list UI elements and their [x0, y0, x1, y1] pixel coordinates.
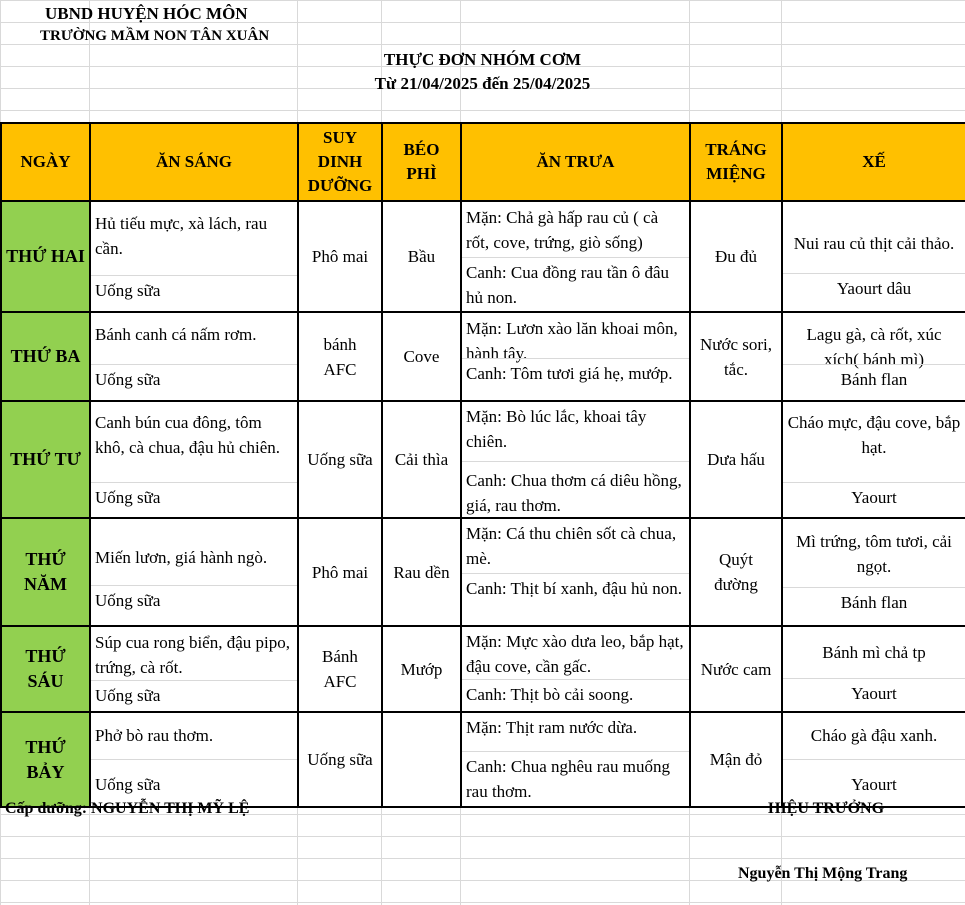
- lunch-main: Mặn: Mực xào dưa leo, bắp hạt, đậu cove, cần gấc.: [466, 632, 684, 676]
- lunch-main: Mặn: Lươn xào lăn khoai môn, hành tây.: [466, 318, 678, 363]
- breakfast-drink: Uống sữa: [91, 275, 297, 305]
- lunch-cell: [461, 626, 690, 712]
- snack-main: Mì trứng, tôm tươi, cải ngọt.: [796, 532, 952, 576]
- day-cell: THỨ BA: [1, 312, 90, 401]
- table-row: [1, 201, 965, 312]
- dessert-cell: Dưa hấu: [690, 401, 782, 518]
- lunch-main: Mặn: Chả gà hấp rau củ ( cà rốt, cove, trứng, giò sống): [466, 207, 659, 252]
- breakfast-drink: Uống sữa: [91, 482, 297, 512]
- snack-cell: [782, 401, 965, 518]
- snack-cell: [782, 518, 965, 626]
- lunch-soup: Canh: Thịt bí xanh, đậu hủ non.: [462, 573, 689, 625]
- lunch-cell: [461, 712, 690, 807]
- lunch-main: Mặn: Bò lúc lắc, khoai tây chiên.: [466, 407, 647, 451]
- day-cell: THỨ HAI: [1, 201, 90, 312]
- breakfast-main: Bánh canh cá nấm rơm.: [95, 324, 257, 344]
- col-dessert: TRÁNG MIỆNG: [690, 123, 782, 201]
- breakfast-drink: Uống sữa: [91, 680, 297, 710]
- menu-title: THỰC ĐƠN NHÓM CƠM: [383, 50, 582, 69]
- snack-main: Nui rau củ thịt cải thảo.: [793, 233, 955, 253]
- school-name: TRƯỜNG MẦM NON TÂN XUÂN: [40, 28, 270, 44]
- malnutrition-cell: Phô mai: [298, 518, 382, 626]
- cook-label: Cấp dưỡng: NGUYỄN THỊ MỸ LỆ: [5, 800, 250, 817]
- col-day: NGÀY: [1, 123, 90, 201]
- date-range: Từ 21/04/2025 đến 25/04/2025: [374, 74, 591, 93]
- breakfast-cell: [90, 518, 298, 626]
- malnutrition-cell: Phô mai: [298, 201, 382, 312]
- snack-drink: Bánh flan: [783, 364, 965, 394]
- snack-cell: [782, 201, 965, 312]
- breakfast-cell: [90, 712, 298, 807]
- breakfast-main: Súp cua rong biển, đậu pipo, trứng, cà rốt.: [95, 633, 290, 677]
- day-cell: THỨ TƯ: [1, 401, 90, 518]
- snack-main: Cháo gà đậu xanh.: [810, 725, 938, 745]
- breakfast-cell: [90, 626, 298, 712]
- snack-drink: Bánh flan: [783, 587, 965, 617]
- lunch-soup: Canh: Chua nghêu rau muống rau thơm.: [462, 751, 689, 806]
- col-lunch: ĂN TRƯA: [461, 123, 690, 201]
- day-cell: THỨ NĂM: [1, 518, 90, 626]
- breakfast-main: Phở bò rau thơm.: [95, 725, 214, 745]
- obesity-cell: Cải thìa: [382, 401, 461, 518]
- table-row: [1, 518, 965, 626]
- snack-drink: Yaourt: [783, 482, 965, 512]
- obesity-cell: Bầu: [382, 201, 461, 312]
- breakfast-cell: [90, 401, 298, 518]
- col-snack: XẾ: [782, 123, 965, 201]
- breakfast-drink: Uống sữa: [91, 759, 297, 799]
- lunch-soup: Canh: Thịt bò cải soong.: [462, 679, 689, 711]
- dessert-cell: Mận đỏ: [690, 712, 782, 807]
- lunch-cell: [461, 518, 690, 626]
- day-cell: THỨ BẢY: [1, 712, 90, 807]
- menu-table: [0, 122, 965, 808]
- dessert-cell: Đu đủ: [690, 201, 782, 312]
- header-row: [1, 123, 965, 201]
- snack-drink: Yaourt: [783, 759, 965, 799]
- breakfast-main: Miến lươn, giá hành ngò.: [95, 548, 268, 567]
- malnutrition-cell: Bánh AFC: [298, 626, 382, 712]
- principal-label: HIỆU TRƯỞNG: [768, 800, 885, 817]
- lunch-main: Mặn: Cá thu chiên sốt cà chua, mè.: [466, 524, 677, 568]
- obesity-cell: Rau dền: [382, 518, 461, 626]
- table-row: [1, 401, 965, 518]
- lunch-soup: Canh: Cua đồng rau tần ô đâu hủ non.: [462, 257, 689, 311]
- snack-drink: Yaourt: [783, 678, 965, 708]
- dessert-cell: Nước cam: [690, 626, 782, 712]
- lunch-cell: [461, 401, 690, 518]
- dessert-cell: Nước sori, tắc.: [690, 312, 782, 401]
- day-cell: THỨ SÁU: [1, 626, 90, 712]
- principal-name: Nguyễn Thị Mộng Trang: [738, 865, 908, 882]
- snack-drink: Yaourt dâu: [783, 273, 965, 303]
- snack-main: Bánh mì chả tp: [822, 643, 926, 662]
- breakfast-drink: Uống sữa: [91, 364, 297, 394]
- obesity-cell: Mướp: [382, 626, 461, 712]
- obesity-cell: Cove: [382, 312, 461, 401]
- breakfast-drink: Uống sữa: [91, 585, 297, 615]
- snack-main: Lagu gà, cà rốt, xúc xích( bánh mì): [806, 324, 942, 369]
- breakfast-cell: [90, 312, 298, 401]
- lunch-cell: [461, 312, 690, 401]
- col-obesity: BÉO PHÌ: [382, 123, 461, 201]
- obesity-cell: [382, 712, 461, 807]
- lunch-soup: Canh: Chua thơm cá diêu hồng, giá, rau thơm.: [462, 461, 689, 517]
- district-name: UBND HUYỆN HÓC MÔN: [45, 4, 248, 23]
- dessert-cell: Quýt đường: [690, 518, 782, 626]
- snack-cell: [782, 712, 965, 807]
- malnutrition-cell: Uống sữa: [298, 401, 382, 518]
- malnutrition-cell: bánh AFC: [298, 312, 382, 401]
- lunch-main: Mặn: Thịt ram nước dừa.: [466, 718, 638, 737]
- table-row: [1, 626, 965, 712]
- table-row: [1, 312, 965, 401]
- lunch-cell: [461, 201, 690, 312]
- snack-cell: [782, 626, 965, 712]
- breakfast-main: Hủ tiếu mực, xà lách, rau cần.: [95, 213, 268, 258]
- breakfast-main: Canh bún cua đông, tôm khô, cà chua, đậu hủ chiên.: [95, 412, 281, 457]
- col-malnutrition: SUY DINH DƯỠNG: [298, 123, 382, 201]
- snack-main: Cháo mực, đậu cove, bắp hạt.: [787, 412, 961, 457]
- malnutrition-cell: Uống sữa: [298, 712, 382, 807]
- snack-cell: [782, 312, 965, 401]
- col-breakfast: ĂN SÁNG: [90, 123, 298, 201]
- breakfast-cell: [90, 201, 298, 312]
- table-row: [1, 712, 965, 807]
- lunch-soup: Canh: Tôm tươi giá hẹ, mướp.: [462, 358, 689, 400]
